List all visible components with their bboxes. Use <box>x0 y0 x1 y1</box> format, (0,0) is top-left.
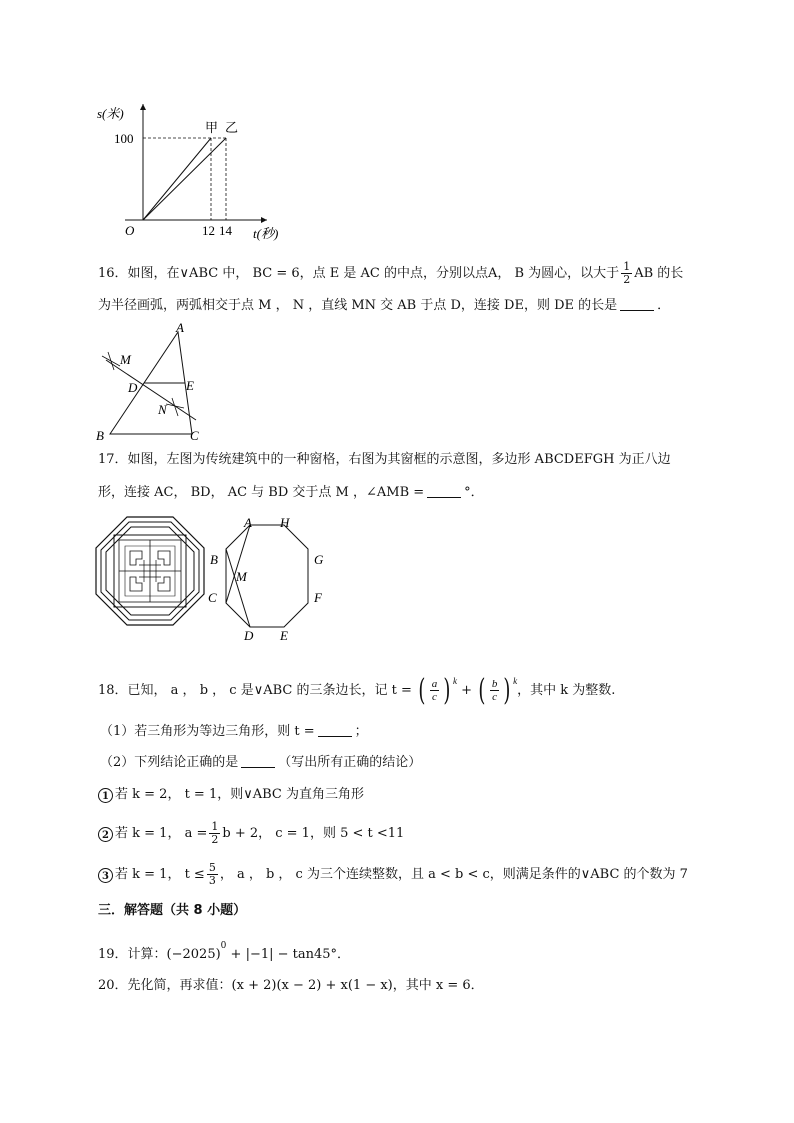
q17-line1: 17．如图，左图为传统建筑中的一种窗格，右图为其窗框的示意图，多边形 ABCDEFGH 为正八边 <box>98 452 671 467</box>
q18-part2-blank[interactable] <box>241 754 275 768</box>
line-yi <box>143 138 226 220</box>
q18-line1: 18．已知， a ， b ， c 是∨ABC 的三条边长，记 t = ( $\frac{a}{c}$ ) $^k$ + ( $\frac{b}{c}$ ) $^k$，其中 k 为整数. <box>98 672 616 708</box>
q20: 20．先化简，再求值：(x + 2)(x − 2) + x(1 − x)，其中 x = 6． <box>98 978 484 993</box>
svg-text:H: H <box>280 515 290 530</box>
svg-text:B: B <box>210 552 218 567</box>
svg-text:G: G <box>314 552 324 567</box>
q17-answer-blank[interactable] <box>427 484 461 498</box>
q18-part2: （2）下列结论正确的是 （写出所有正确的结论） <box>100 755 422 770</box>
svg-text:M: M <box>236 569 247 584</box>
svg-text:B: B <box>96 428 104 443</box>
q19: 19．计算：$(-2025)^0 + |-1| - \tan 45^\circ$． <box>98 941 351 962</box>
origin-label: O <box>125 223 135 238</box>
y-tick-100: 100 <box>114 131 134 146</box>
octagon-figure <box>204 515 334 645</box>
x-tick-12: 12 <box>202 223 215 238</box>
section-heading: 三．解答题（共 8 小题） <box>98 903 247 918</box>
q18-part1: （1）若三角形为等边三角形，则 t = ； <box>100 724 368 739</box>
q16-line2: 为半径画弧，两弧相交于点 M ， N ，直线 MN 交 AB 于点 D，连接 DE，则 DE 的长是 ． <box>98 298 671 313</box>
y-axis-label: s(米) <box>97 106 124 121</box>
q18-part1-blank[interactable] <box>318 723 352 737</box>
q16-answer-blank[interactable] <box>620 297 654 311</box>
distance-time-graph <box>95 98 279 248</box>
q18-option-2: 2 若 k = 1， a = $\frac{1}{2}$ b + 2， c = 1，则 5 < t <11 <box>98 821 404 846</box>
line-jia <box>143 138 211 220</box>
q16-triangle-figure <box>92 322 212 444</box>
x-axis-label: t(秒) <box>253 226 279 241</box>
svg-text:M: M <box>120 352 131 367</box>
svg-text:C: C <box>190 428 199 443</box>
svg-text:A: A <box>176 320 184 335</box>
q18-option-3: 3 若 k = 1， t ≤ $\frac{5}{3}$ ， a ， b ， c 为三个连续整数，且 a < b < c，则满足条件的∨ABC 的个数为 7 <box>98 862 688 887</box>
svg-text:F: F <box>314 590 322 605</box>
svg-text:D: D <box>128 380 138 395</box>
q17-line2: 形，连接 AC， BD， AC 与 BD 交于点 M ，∠AMB = °． <box>98 485 484 500</box>
svg-text:C: C <box>208 590 217 605</box>
label-jia: 甲 <box>205 120 219 135</box>
q16-line1: 16．如图，在∨ABC 中， BC = 6，点 E 是 AC 的中点，分别以点A， B 为圆心，以大于 $\frac{1}{2}$ AB 的长 <box>98 260 684 286</box>
svg-text:D: D <box>244 628 254 643</box>
svg-text:E: E <box>186 378 194 393</box>
window-lattice-figure <box>94 515 206 627</box>
label-yi: 乙 <box>225 120 239 135</box>
svg-text:E: E <box>280 628 288 643</box>
x-tick-14: 14 <box>219 223 232 238</box>
svg-text:A: A <box>244 515 252 530</box>
q16-fraction: $\frac{1}{2}$ <box>623 260 631 286</box>
q18-option-1: 1 若 k = 2， t = 1，则∨ABC 为直角三角形 <box>98 786 364 804</box>
svg-text:N: N <box>158 402 167 417</box>
